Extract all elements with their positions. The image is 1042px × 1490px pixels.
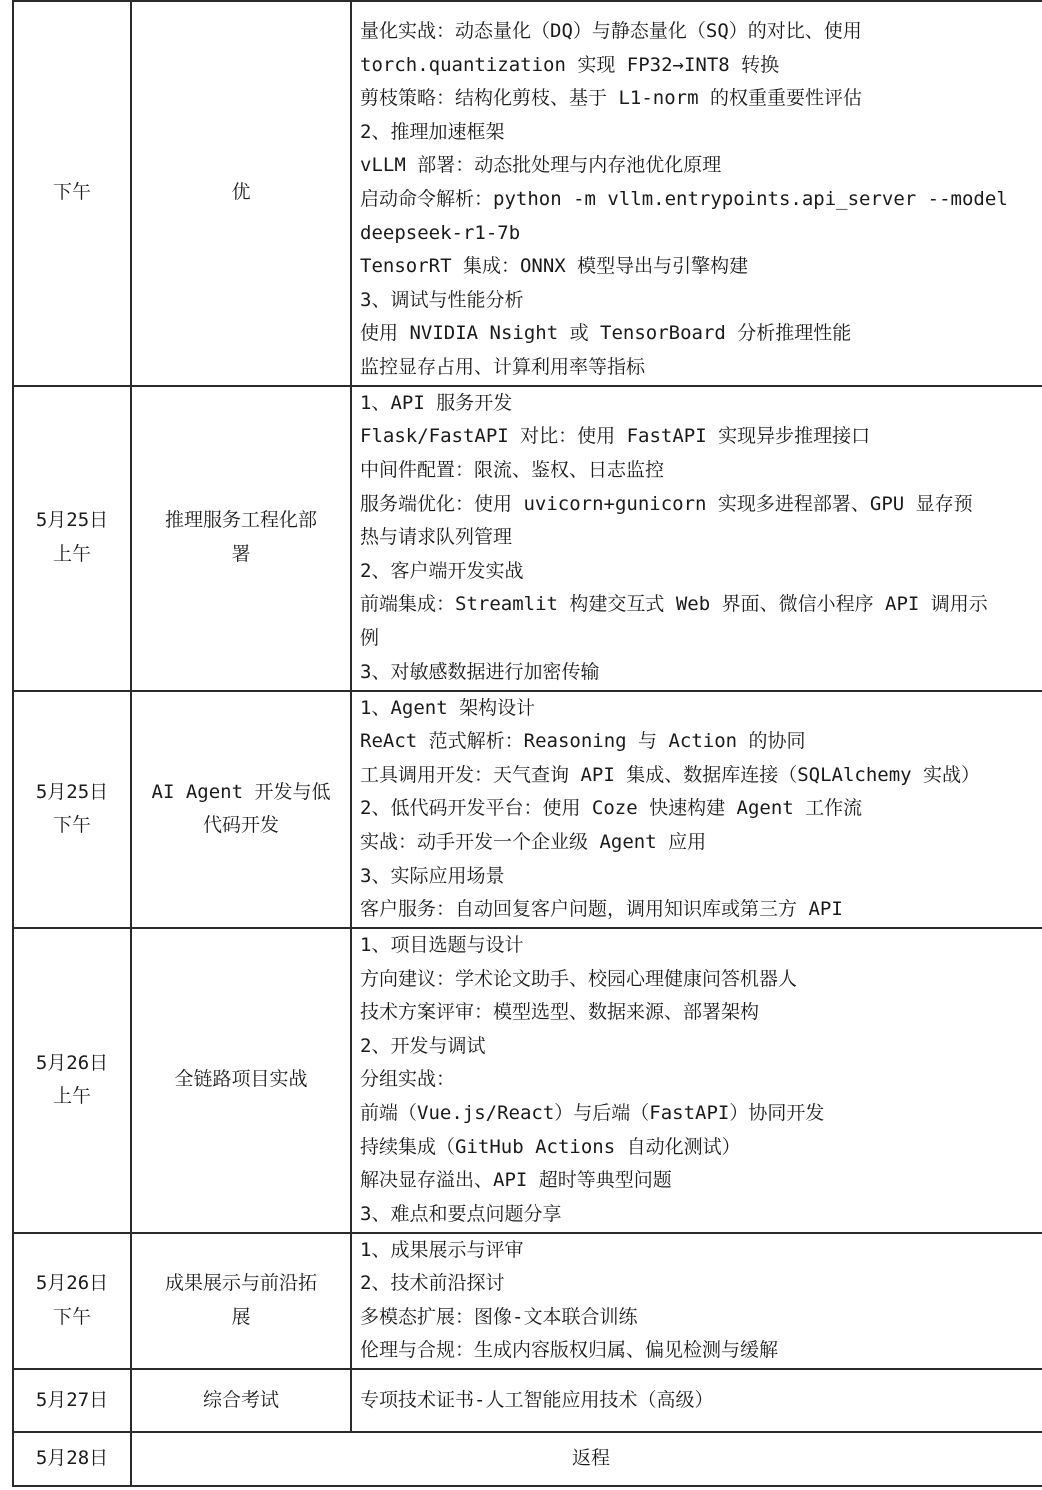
- content-line: 2、开发与调试: [360, 1034, 486, 1057]
- content-line: 方向建议：学术论文助手、校园心理健康问答机器人: [360, 967, 798, 990]
- content-line: 前端集成：Streamlit 构建交互式 Web 界面、微信小程序 API 调用示: [360, 593, 988, 616]
- content-line: 专项技术证书-人工智能应用技术（高级）: [360, 1388, 714, 1411]
- topic-cell: [131, 928, 351, 1233]
- content-line: 热与请求队列管理: [360, 526, 513, 549]
- content-line: 多模态扩展：图像-文本联合训练: [360, 1305, 638, 1328]
- date-line: 5月27日: [35, 1388, 109, 1411]
- topic-line: 优: [231, 181, 251, 204]
- date-line: 下午: [52, 814, 91, 837]
- content-line: 2、低代码开发平台：使用 Coze 快速构建 Agent 工作流: [360, 797, 863, 820]
- table-row: [13, 1432, 1042, 1486]
- date-line: 5月26日: [35, 1051, 109, 1074]
- content-line: 1、Agent 架构设计: [360, 696, 536, 719]
- content-line: deepseek-r1-7b: [360, 221, 521, 244]
- content-line: 前端（Vue.js/React）与后端（FastAPI）协同开发: [360, 1101, 825, 1124]
- content-line: 2、客户端开发实战: [360, 559, 524, 582]
- topic-line: AI Agent 开发与低: [151, 780, 331, 803]
- topic-cell: [131, 1369, 351, 1432]
- date-cell: [13, 1233, 131, 1369]
- table-row: [13, 691, 1042, 928]
- content-line: 例: [360, 627, 380, 650]
- date-line: 5月25日: [35, 780, 109, 803]
- topic-cell: [131, 1233, 351, 1369]
- content-cell: [351, 691, 1042, 928]
- table-row: [13, 928, 1042, 1233]
- content-line: 2、技术前沿探讨: [360, 1272, 505, 1295]
- content-cell: [351, 1369, 1042, 1432]
- content-line: 量化实战：动态量化（DQ）与静态量化（SQ）的对比、使用: [360, 20, 862, 42]
- date-cell: [13, 1432, 131, 1486]
- content-cell: [351, 386, 1042, 691]
- topic-line: 综合考试: [202, 1388, 279, 1411]
- content-line: 3、对敏感数据进行加密传输: [360, 660, 600, 683]
- return-cell: [131, 1432, 1042, 1486]
- date-line: 5月28日: [35, 1447, 109, 1470]
- content-line: 监控显存占用、计算利用率等指标: [360, 355, 646, 378]
- date-line: 5月26日: [35, 1272, 109, 1295]
- content-line: vLLM 部署：动态批处理与内存池优化原理: [360, 154, 722, 177]
- content-cell: [351, 1, 1042, 386]
- table-row: [13, 1, 1042, 386]
- topic-cell: [131, 1, 351, 386]
- content-line: 中间件配置：限流、鉴权、日志监控: [360, 459, 665, 482]
- topic-line: 代码开发: [202, 814, 279, 837]
- content-line: 分组实战：: [360, 1068, 456, 1091]
- content-line: 3、实际应用场景: [360, 864, 505, 887]
- table-row: [13, 1369, 1042, 1432]
- content-line: 1、API 服务开发: [360, 391, 513, 414]
- content-line: torch.quantization 实现 FP32→INT8 转换: [360, 53, 780, 76]
- content-line: Flask/FastAPI 对比：使用 FastAPI 实现异步推理接口: [360, 425, 871, 448]
- content-line: 客户服务：自动回复客户问题，调用知识库或第三方 API: [360, 898, 843, 921]
- content-line: 服务端优化：使用 uvicorn+gunicorn 实现多进程部署、GPU 显存预: [360, 492, 973, 515]
- date-line: 上午: [52, 1085, 91, 1108]
- date-cell: [13, 691, 131, 928]
- content-line: 伦理与合规：生成内容版权归属、偏见检测与缓解: [360, 1339, 779, 1362]
- content-line: ReAct 范式解析：Reasoning 与 Action 的协同: [360, 730, 806, 753]
- date-line: 下午: [52, 1305, 91, 1328]
- content-line: 启动命令解析：python -m vllm.entrypoints.api_server --model: [360, 187, 1008, 210]
- date-line: 下午: [52, 181, 91, 204]
- date-line: 5月25日: [35, 509, 109, 532]
- topic-cell: [131, 691, 351, 928]
- schedule-body: [13, 1, 1042, 1486]
- content-line: 解决显存溢出、API 超时等典型问题: [360, 1169, 672, 1192]
- topic-line: 署: [231, 543, 251, 566]
- table-row: [13, 386, 1042, 691]
- topic-line: 展: [231, 1305, 251, 1328]
- content-line: 持续集成（GitHub Actions 自动化测试）: [360, 1135, 741, 1158]
- topic-line: 全链路项目实战: [174, 1068, 308, 1091]
- content-line: 使用 NVIDIA Nsight 或 TensorBoard 分析推理性能: [360, 322, 852, 345]
- date-line: 上午: [52, 543, 91, 566]
- content-line: 工具调用开发：天气查询 API 集成、数据库连接（SQLAlchemy 实战）: [360, 763, 981, 786]
- content-line: 剪枝策略：结构化剪枝、基于 L1-norm 的权重重要性评估: [360, 87, 862, 110]
- schedule-table: [12, 0, 1042, 1487]
- content-cell: [351, 1233, 1042, 1369]
- content-line: 技术方案评审：模型选型、数据来源、部署架构: [360, 1001, 760, 1024]
- content-cell: [351, 928, 1042, 1233]
- content-line: 1、项目选题与设计: [360, 934, 524, 957]
- topic-cell: [131, 386, 351, 691]
- return-label: 返程: [571, 1447, 610, 1470]
- content-line: 实战：动手开发一个企业级 Agent 应用: [360, 830, 707, 853]
- date-cell: [13, 1369, 131, 1432]
- content-line: 3、难点和要点问题分享: [360, 1202, 562, 1225]
- date-cell: [13, 386, 131, 691]
- content-line: TensorRT 集成：ONNX 模型导出与引擎构建: [360, 255, 749, 278]
- topic-line: 成果展示与前沿拓: [164, 1272, 317, 1295]
- topic-line: 推理服务工程化部: [164, 509, 317, 532]
- content-line: 2、推理加速框架: [360, 120, 505, 143]
- date-cell: [13, 928, 131, 1233]
- table-row: [13, 1233, 1042, 1369]
- content-line: 1、成果展示与评审: [360, 1238, 524, 1261]
- content-line: 3、调试与性能分析: [360, 288, 524, 311]
- date-cell: [13, 1, 131, 386]
